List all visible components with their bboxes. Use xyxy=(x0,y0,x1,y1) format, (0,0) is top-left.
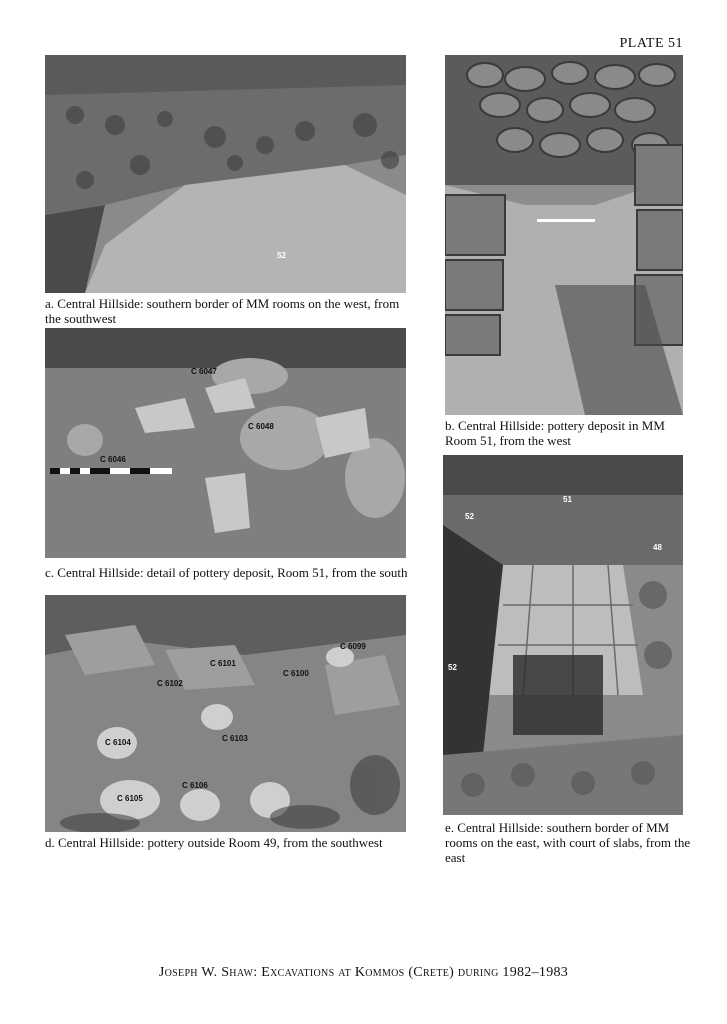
photo-d-label-6102: C 6102 xyxy=(157,679,183,688)
caption-c xyxy=(45,565,415,580)
photo-e xyxy=(443,455,683,815)
photo-a-label-52: 52 xyxy=(277,251,286,260)
photo-c-label-6046: C 6046 xyxy=(100,455,126,464)
photo-d xyxy=(45,595,406,832)
caption-d-text: d. Central Hillside: pottery outside Room 49, from the southwest xyxy=(45,835,383,850)
photo-b xyxy=(445,55,683,415)
photo-c-label-6047: C 6047 xyxy=(191,367,217,376)
caption-a-text: a. Central Hillside: southern border of MM rooms on the west, from the southwest xyxy=(45,296,400,326)
plate-number: PLATE 51 xyxy=(619,36,683,51)
caption-c-text: c. Central Hillside: detail of pottery deposit, Room 51, from the south xyxy=(45,565,408,580)
caption-b-text: b. Central Hillside: pottery deposit in MM Room 51, from the west xyxy=(445,418,665,448)
page-footer: Joseph W. Shaw: Excavations at Kommos (Crete) during 1982–1983 xyxy=(158,965,569,980)
photo-d-label-6101: C 6101 xyxy=(210,659,236,668)
photo-d-label-6100: C 6100 xyxy=(283,669,309,678)
caption-d xyxy=(45,835,385,850)
photo-a xyxy=(45,55,406,293)
photo-e-label-51: 51 xyxy=(563,495,572,504)
photo-d-label-6104: C 6104 xyxy=(105,738,131,747)
photo-e-label-52-left: 52 xyxy=(448,663,457,672)
caption-e-text: e. Central Hillside: southern border of MM rooms on the east, with court of slabs, from the east xyxy=(445,820,691,865)
caption-e xyxy=(445,820,695,865)
caption-b xyxy=(445,418,695,448)
photo-d-label-6105: C 6105 xyxy=(117,794,143,803)
photo-d-label-6099: C 6099 xyxy=(340,642,366,651)
caption-a xyxy=(45,296,415,326)
photo-d-label-6103: C 6103 xyxy=(222,734,248,743)
photo-d-label-6106: C 6106 xyxy=(182,781,208,790)
photo-e-label-48: 48 xyxy=(653,543,662,552)
photo-c xyxy=(45,328,406,558)
photo-e-label-52-top: 52 xyxy=(465,512,474,521)
photo-c-label-6048: C 6048 xyxy=(248,422,274,431)
